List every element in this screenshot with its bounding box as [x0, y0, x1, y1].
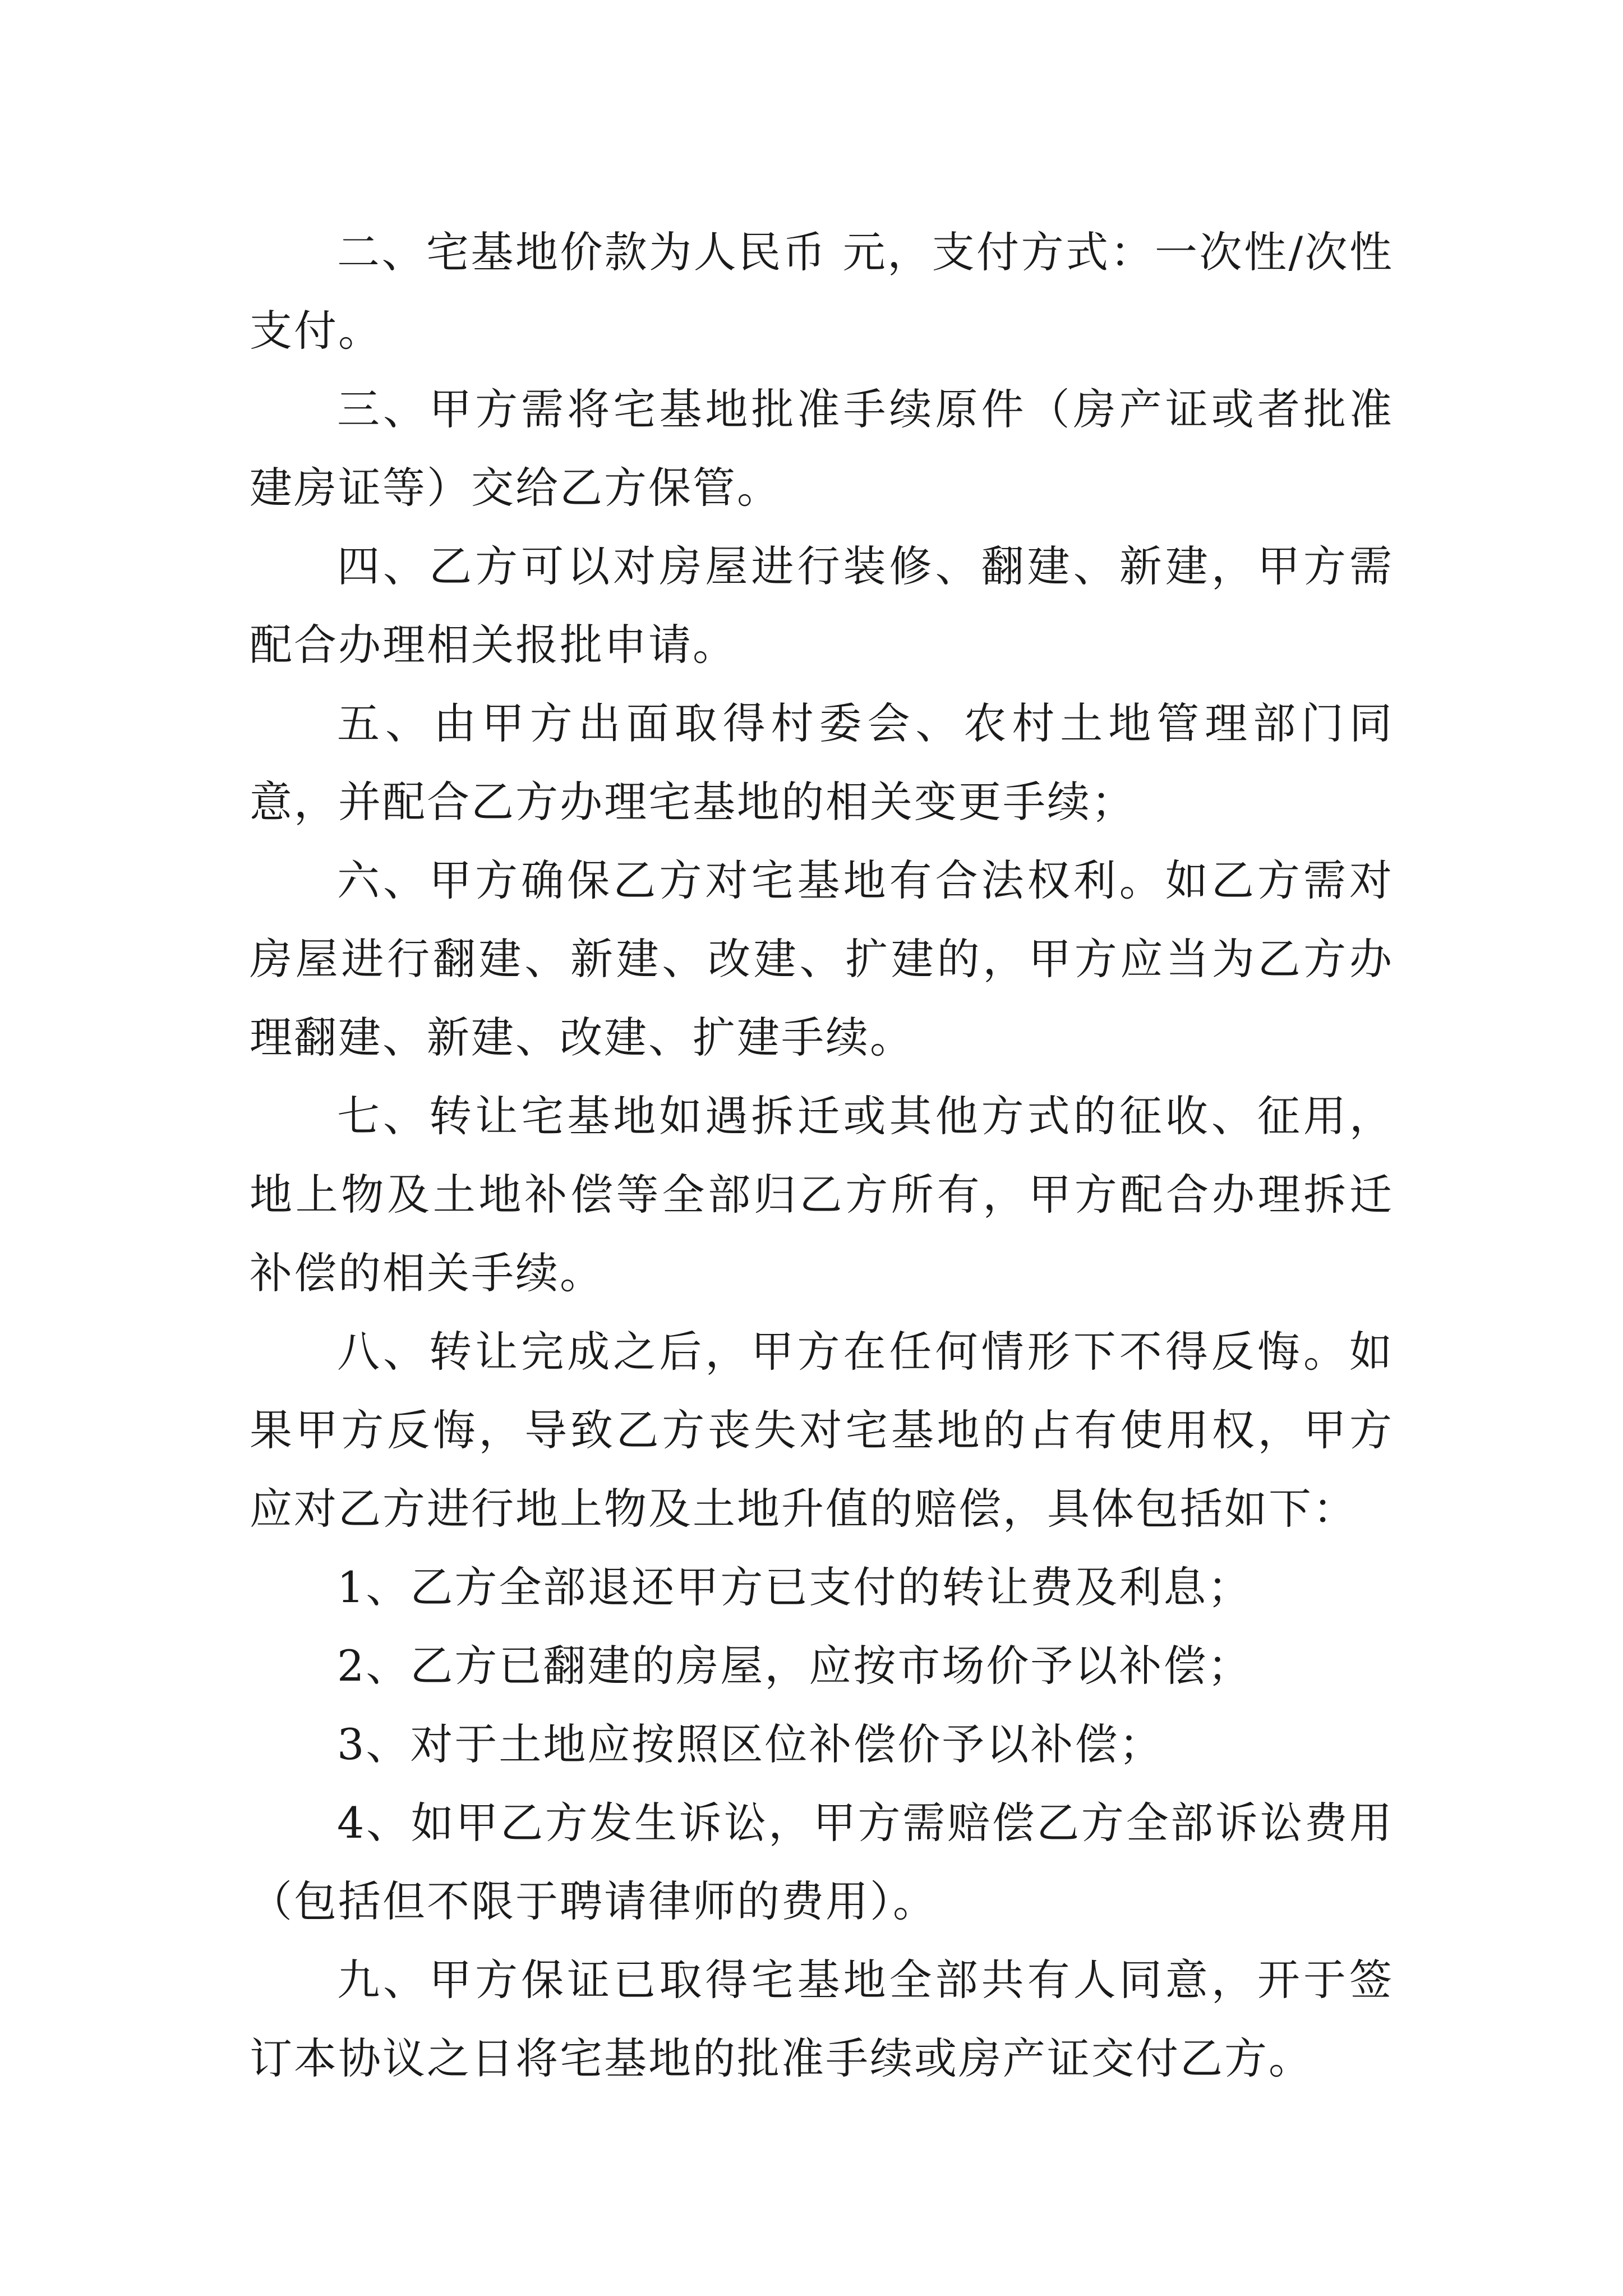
clause-8-no-repentance: 八、转让完成之后，甲方在任何情形下不得反悔。如果甲方反悔，导致乙方丧失对宅基地的占有使用权，甲方应对乙方进行地上物及土地升值的赔偿，具体包括如下：	[250, 1327, 1394, 1534]
clause-8-item-3: 3、对于土地应按照区位补偿价予以补偿；	[337, 1719, 1164, 1769]
clause-3-approval-documents: 三、甲方需将宅基地批准手续原件（房产证或者批准建房证等）交给乙方保管。	[250, 384, 1394, 513]
clause-8-item-2: 2、乙方已翻建的房屋，应按市场价予以补偿；	[337, 1641, 1252, 1691]
clause-9-co-owner-consent: 九、甲方保证已取得宅基地全部共有人同意，开于签订本协议之日将宅基地的批准手续或房产证交付乙方。	[250, 1955, 1394, 2083]
clause-6-legal-rights: 六、甲方确保乙方对宅基地有合法权利。如乙方需对房屋进行翻建、新建、改建、扩建的，甲方应当为乙方办理翻建、新建、改建、扩建手续。	[250, 855, 1394, 1062]
clause-8-item-4: 4、如甲乙方发生诉讼，甲方需赔偿乙方全部诉讼费用（包括但不限于聘请律师的费用）。	[250, 1798, 1394, 1926]
clause-2-price-payment: 二、宅基地价款为人民币 元，支付方式：一次性/次性支付。	[250, 227, 1394, 356]
document-body	[250, 213, 1394, 2098]
clause-8-item-1: 1、乙方全部退还甲方已支付的转让费及利息；	[337, 1562, 1252, 1612]
clause-7-demolition-compensation: 七、转让宅基地如遇拆迁或其他方式的征收、征用，地上物及土地补偿等全部归乙方所有，甲方配合办理拆迁补偿的相关手续。	[250, 1091, 1394, 1298]
clause-5-village-consent: 五、由甲方出面取得村委会、农村土地管理部门同意，并配合乙方办理宅基地的相关变更手续；	[250, 698, 1394, 827]
clause-4-renovation: 四、乙方可以对房屋进行装修、翻建、新建，甲方需配合办理相关报批申请。	[250, 541, 1394, 670]
